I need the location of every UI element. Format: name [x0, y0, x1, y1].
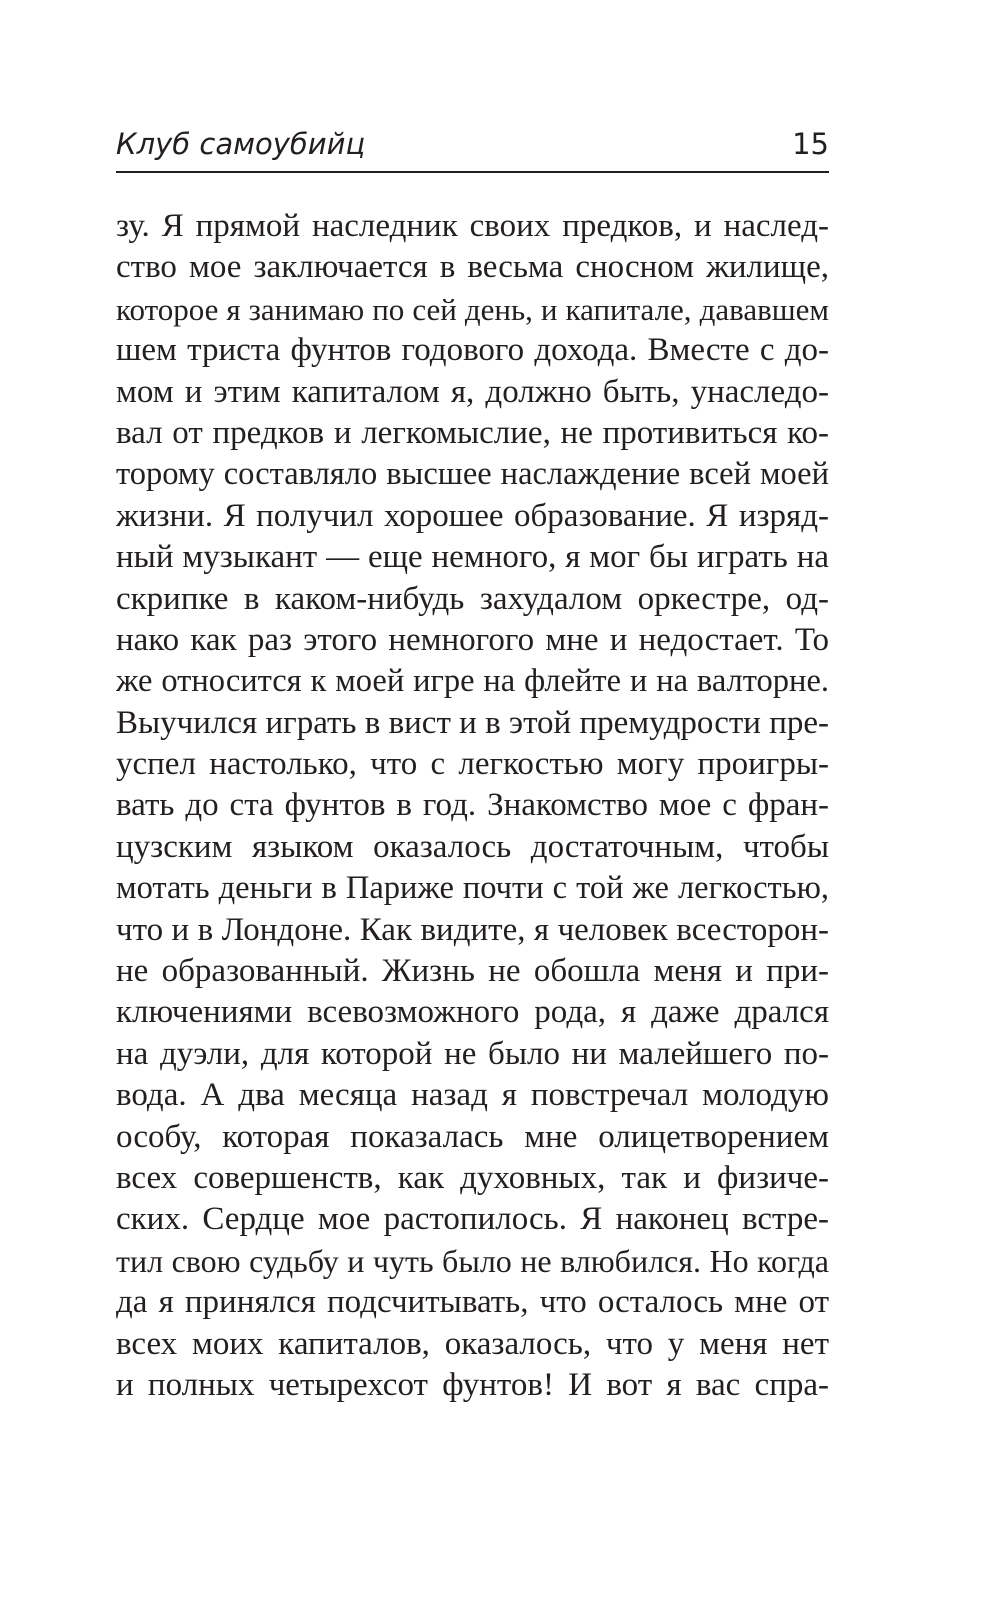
- text-line: которое я занимаю по сей день, и капитале, дававшем: [116, 291, 829, 327]
- body-text: [116, 206, 829, 1406]
- text-line: вал от предков и легкомыслие, не противиться ко-: [116, 414, 829, 451]
- text-line: шем триста фунтов годового дохода. Вместе с до-: [116, 332, 829, 369]
- text-line: скрипке в каком-нибудь захудалом оркестре, од-: [116, 580, 829, 617]
- text-line: Выучился играть в вист и в этой премудрости пре-: [116, 704, 829, 741]
- text-line: нако как раз этого немногого мне и недостает. То: [116, 621, 829, 658]
- text-line: всех совершенств, как духовных, так и физиче-: [116, 1159, 829, 1196]
- book-title: Клуб самоубийц: [116, 127, 366, 161]
- text-line: не образованный. Жизнь не обошла меня и при-: [116, 953, 829, 990]
- text-line: да я принялся подсчитывать, что осталось мне от: [116, 1284, 829, 1321]
- running-head: [116, 124, 829, 172]
- text-line: и полных четырехсот фунтов! И вот я вас спра-: [116, 1366, 829, 1403]
- text-line: ключениями всевозможного рода, я даже дрался: [116, 994, 829, 1031]
- text-line: зу. Я прямой наследник своих предков, и наслед-: [116, 208, 829, 244]
- text-line: мом и этим капиталом я, должно быть, унаследо-: [116, 373, 829, 410]
- text-line: жизни. Я получил хорошее образование. Я изряд-: [116, 497, 829, 534]
- text-line: ских. Сердце мое растопилось. Я наконец встре-: [116, 1201, 829, 1238]
- text-line: ный музыкант — еще немного, я мог бы играть на: [116, 539, 829, 576]
- text-line: торому составляло высшее наслаждение всей моей: [116, 456, 829, 493]
- header-rule: [116, 171, 829, 173]
- text-line: особу, которая показалась мне олицетворением: [116, 1118, 829, 1155]
- text-line: на дуэли, для которой не было ни малейшего по-: [116, 1035, 829, 1072]
- text-line: вода. А два месяца назад я повстречал молодую: [116, 1077, 829, 1114]
- page-number: 15: [792, 127, 829, 161]
- text-line: что и в Лондоне. Как видите, я человек всесторон-: [116, 911, 829, 948]
- text-line: мотать деньги в Париже почти с той же легкостью,: [116, 870, 829, 907]
- text-line: ство мое заключается в весьма сносном жилище,: [116, 249, 829, 286]
- text-line: вать до ста фунтов в год. Знакомство мое с фран-: [116, 787, 829, 824]
- text-line: же относится к моей игре на флейте и на валторне.: [116, 663, 829, 700]
- text-line: успел настолько, что с легкостью могу проигры-: [116, 746, 829, 783]
- text-line: тил свою судьбу и чуть было не влюбился. Но когда: [116, 1242, 829, 1279]
- text-line: цузским языком оказалось достаточным, чтобы: [116, 828, 829, 865]
- text-line: всех моих капиталов, оказалось, что у меня нет: [116, 1325, 829, 1362]
